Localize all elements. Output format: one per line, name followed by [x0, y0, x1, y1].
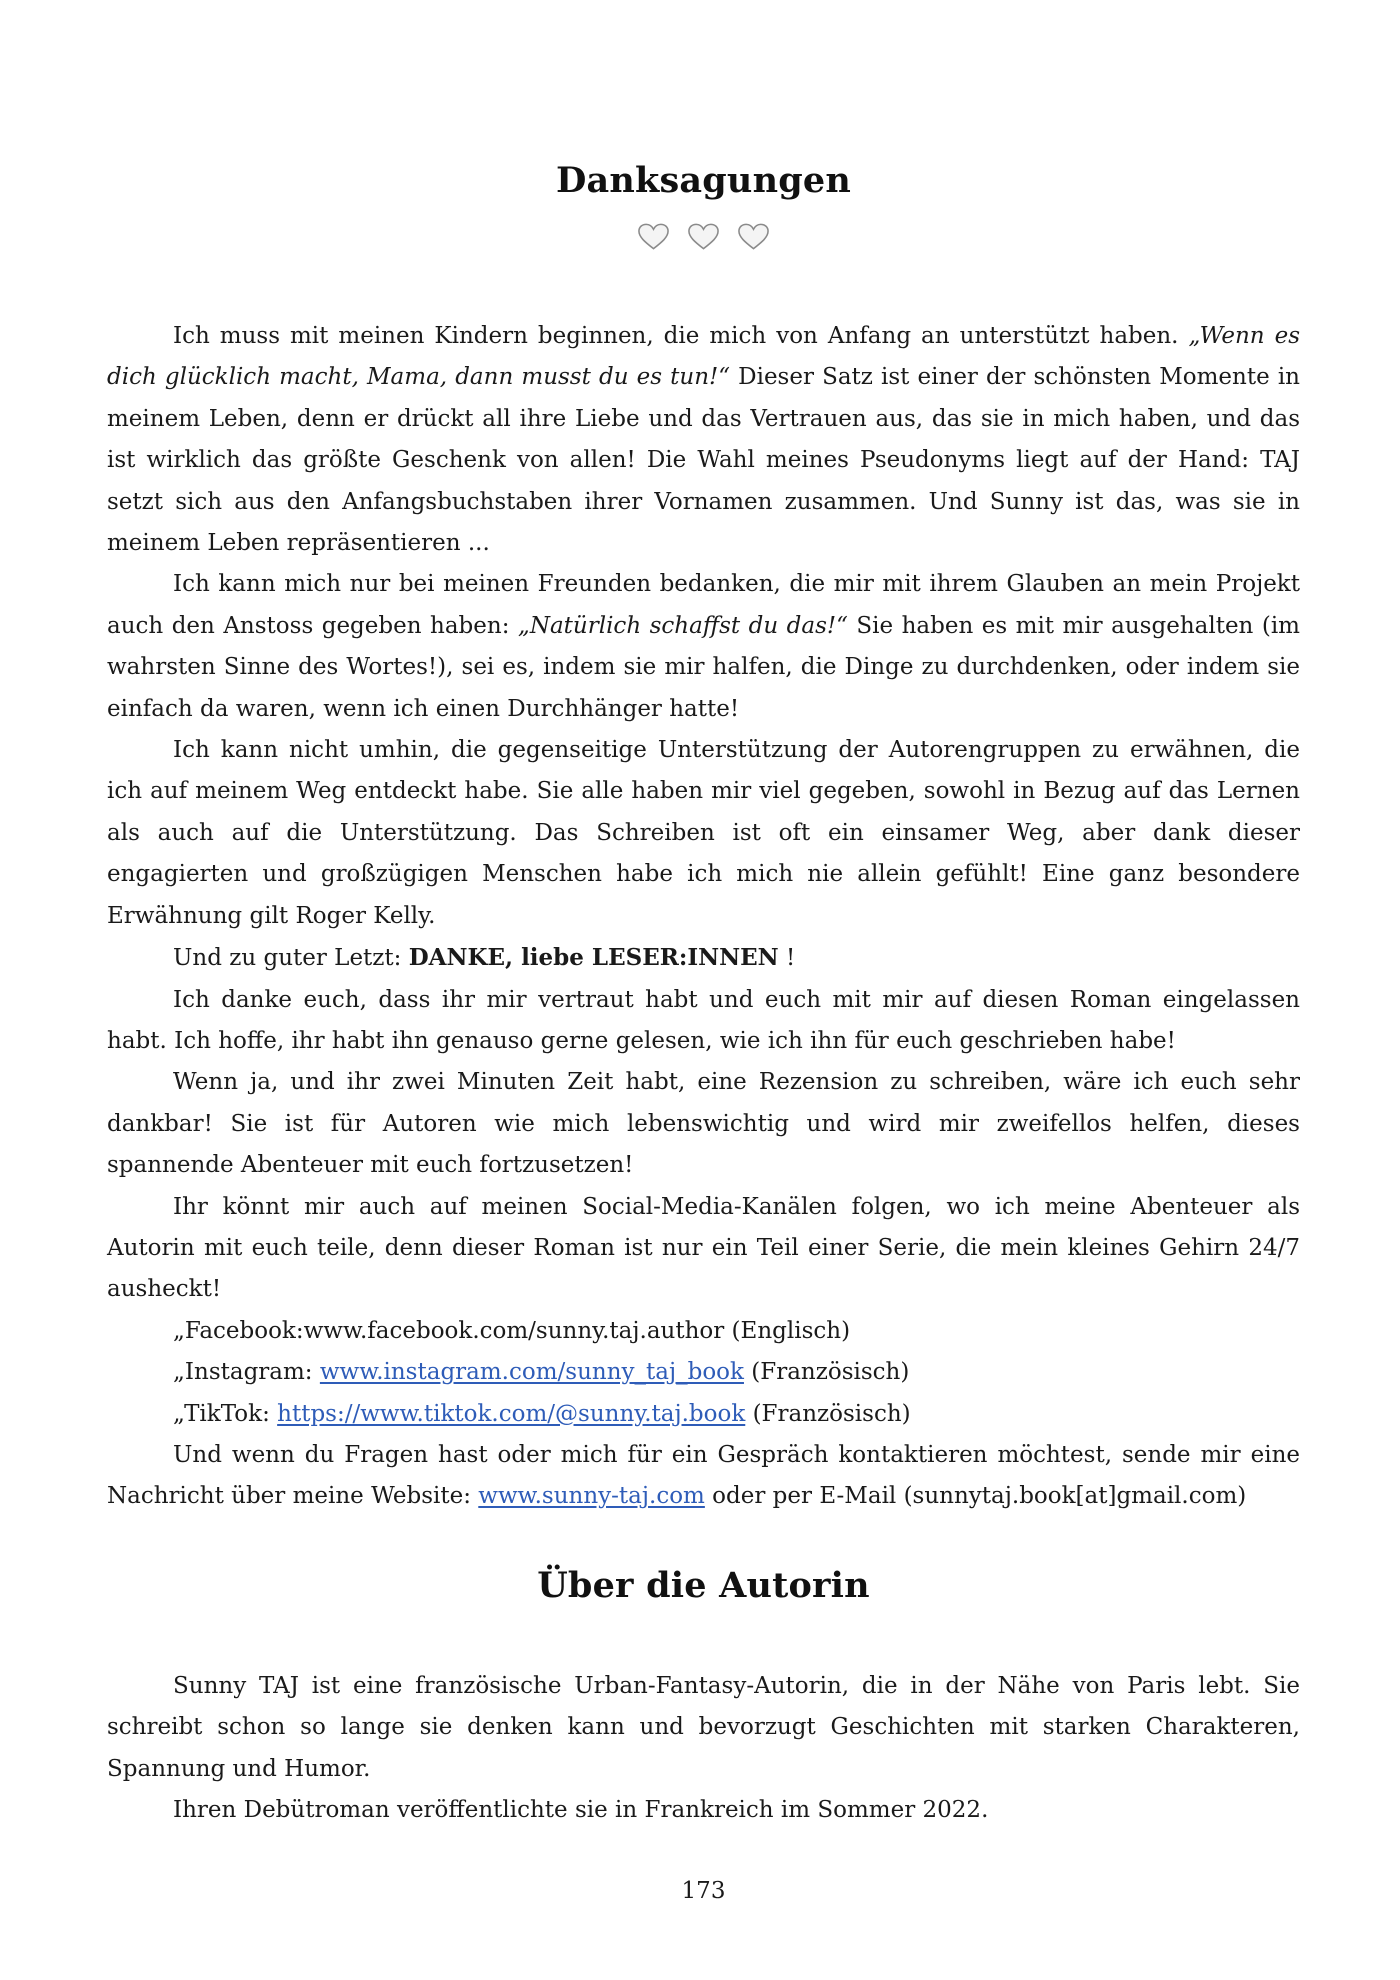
paragraph: Sunny TAJ ist eine französische Urban-Fantasy-Autorin, die in der Nähe von Paris lebt. Sie schreibt schon so lange sie denken kann und bevorzugt Geschichten mit starken Charakteren, Spannung und Humor.: [107, 1673, 1300, 1782]
readers-thanks: DANKE, liebe LESER:INNEN: [408, 944, 779, 972]
book-page: [107, 0, 1300, 1980]
paragraph: Ich danke euch, dass ihr mir vertraut habt und euch mit mir auf diesen Roman eingelassen habt. Ich hoffe, ihr habt ihn genauso gerne gelesen, wie ich ihn für euch geschrieben habe!: [107, 986, 1300, 1054]
social-instagram: „Instagram: www.instagram.com/sunny_taj_book (Französisch): [173, 1359, 910, 1386]
paragraph: Ich kann nicht umhin, die gegenseitige Unterstützung der Autorengruppen zu erwähnen, die ich auf meinem Weg entdeckt habe. Sie alle haben mir viel gegeben, sowohl in Bezug auf das Lernen als auch auf die Unterstützung. Das Schreiben ist oft ein einsamer Weg, aber dank dieser engagierten und großzügigen Menschen habe ich mich nie allein gefühlt! Eine ganz besondere Erwähnung gilt Roger Kelly.: [107, 737, 1300, 929]
paragraph: Ich kann mich nur bei meinen Freunden bedanken, die mir mit ihrem Glauben an mein Projekt auch den Anstoss gegeben haben: „Natürlich schaffst du das!“ Sie haben es mit mir ausgehalten (im wahrsten Sinne des Wortes!), sei es, indem sie mir halfen, die Dinge zu durchdenken, oder indem sie einfach da waren, wenn ich einen Durchhänger hatte!: [107, 571, 1300, 722]
heart-outline-icon: [637, 222, 670, 252]
heart-ornament: [107, 222, 1300, 252]
website-link[interactable]: www.sunny-taj.com: [478, 1483, 705, 1510]
heart-outline-icon: [737, 222, 770, 252]
acknowledgements-body: [107, 316, 1300, 1518]
quote: „Natürlich schaffst du das!“: [517, 612, 848, 639]
heart-outline-icon: [687, 222, 720, 252]
author-bio: [107, 1666, 1300, 1832]
instagram-link[interactable]: www.instagram.com/sunny_taj_book: [319, 1359, 744, 1386]
contact-paragraph: Und wenn du Fragen hast oder mich für ein Gespräch kontaktieren möchtest, sende mir eine Nachricht über meine Website: www.sunny-taj.com oder per E-Mail (sunnytaj.book[at]gmail.com): [107, 1441, 1300, 1510]
paragraph: Ihr könnt mir auch auf meinen Social-Media-Kanälen folgen, wo ich meine Abenteuer als Autorin mit euch teile, denn dieser Roman ist nur ein Teil einer Serie, die mein kleines Gehirn 24/7 ausheckt!: [107, 1193, 1300, 1303]
paragraph: Ihren Debütroman veröffentlichte sie in Frankreich im Sommer 2022.: [173, 1797, 989, 1824]
paragraph: Wenn ja, und ihr zwei Minuten Zeit habt, eine Rezension zu schreiben, wäre ich euch sehr dankbar! Sie ist für Autoren wie mich lebenswichtig und wird mir zweifellos helfen, dieses spannende Abenteuer mit euch fortzusetzen!: [107, 1069, 1300, 1179]
tiktok-link[interactable]: https://www.tiktok.com/@sunny.taj.book: [277, 1400, 746, 1427]
paragraph: Und zu guter Letzt: DANKE, liebe LESER:INNEN !: [173, 944, 796, 972]
page-title: Danksagungen: [555, 160, 852, 201]
quote: „Wenn es dich glücklich macht, Mama, dann musst du es tun!“: [107, 323, 1301, 391]
social-tiktok: „TikTok: https://www.tiktok.com/@sunny.taj.book (Französisch): [173, 1400, 911, 1427]
social-facebook: „Facebook:www.facebook.com/sunny.taj.author (Englisch): [173, 1317, 851, 1344]
paragraph: Ich muss mit meinen Kindern beginnen, die mich von Anfang an unterstützt haben. „Wenn es dich glücklich macht, Mama, dann musst du es tun!“ Dieser Satz ist einer der schönsten Momente in meinem Leben, denn er drückt all ihre Liebe und das Vertrauen aus, das sie in mich haben, und das ist wirklich das größte Geschenk von allen! Die Wahl meines Pseudonyms liegt auf der Hand: TAJ setzt sich aus den Anfangsbuchstaben ihrer Vornamen zusammen. Und Sunny ist das, was sie in meinem Leben repräsentieren ...: [107, 323, 1301, 557]
page-number: 173: [681, 1878, 726, 1904]
section-title: Über die Autorin: [537, 1565, 870, 1606]
